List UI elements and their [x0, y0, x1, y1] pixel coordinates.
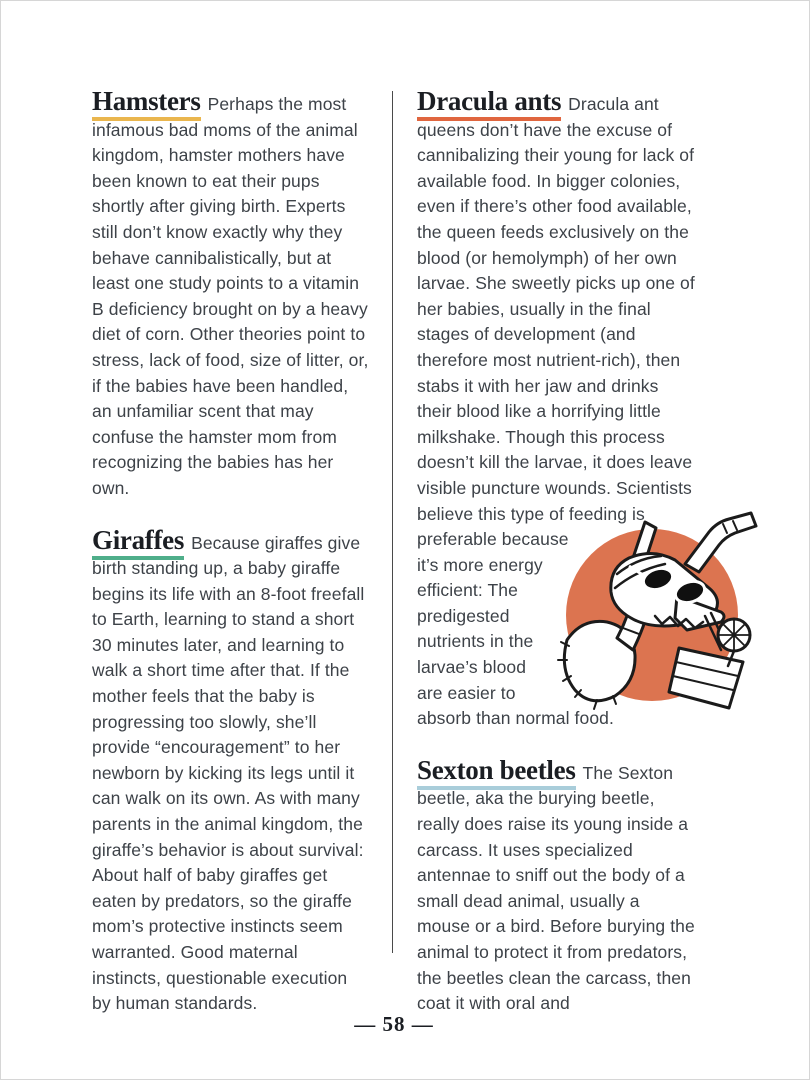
- section-sexton-beetles: [417, 756, 696, 1017]
- section-title-dracula-ants: Dracula ants: [417, 86, 561, 121]
- section-text-dracula-ants: Dracula ant queens don’t have the excuse of cannibalizing their young for lack of available food. In bigger colonies, even if there’s other food available, the queen feeds exclusively on the blood (or hemolymph) of her own larvae. She sweetly picks up one of her babies, usually in the final stages of development (and therefore most nutrient-rich), then stabs it with her jaw and drinks their blood like a horrifying little milkshake. Though this process doesn’t kill the larvae, it does leave visible puncture wounds. Scientists believe this type of: [417, 94, 695, 524]
- section-title-giraffes: Giraffes: [92, 525, 184, 560]
- section-text-dracula-ants-wrapped: feeding is preferable because it’s more energy efficient: The predigested nutrients in the larvae’s blood are easier to absorb than normal food.: [417, 503, 645, 729]
- page-number: — 58 —: [354, 1012, 434, 1036]
- left-column: [92, 87, 369, 1041]
- section-title-hamsters: Hamsters: [92, 86, 201, 121]
- section-text-giraffes: Because giraffes give birth standing up, a baby giraffe begins its life with an 8-foot freefall to Earth, learning to stand a short 30 minutes later, and learning to walk a short time after that. If the mother feels that the baby is progressing too slowly, she’ll provide “encouragement” to her newborn by kicking its legs until it can walk on its own. As with many parents in the animal kingdom, the giraffe’s behavior is about survival: About half of baby giraffes get eaten by predators, so the giraffe mom’s protective instincts seem warranted. Good maternal instincts, questionable execution by human standards.: [92, 532, 365, 1014]
- section-dracula-ants: [417, 87, 696, 732]
- column-divider-rule: [392, 91, 393, 953]
- section-hamsters: [92, 87, 369, 502]
- dracula-ant-illustration: [566, 531, 738, 701]
- section-giraffes: [92, 526, 369, 1017]
- section-text-sexton-beetles: The Sexton beetle, aka the burying beetle, really does raise its young inside a carcass. It uses specialized antennae to sniff out the body of a small dead animal, usually a mouse or a bird. Before burying the animal to protect it from predators, the beetles clean the carcass, then coat it with oral and: [417, 762, 695, 1014]
- section-text-hamsters: Perhaps the most infamous bad moms of the animal kingdom, hamster mothers have been known to eat their pups shortly after giving birth. Experts still don’t know exactly why they behave cannibalistically, but at least one study points to a vitamin B deficiency brought on by a heavy diet of corn. Other theories point to stress, lack of food, size of litter, or, if the babies have been handled, an unfamiliar scent that may confuse the hamster mom from recognizing the babies has her own.: [92, 94, 369, 498]
- right-column: [417, 87, 696, 1041]
- dracula-ant-drinking-icon: [537, 500, 767, 730]
- two-column-layout: [1, 1, 809, 1041]
- section-title-sexton-beetles: Sexton beetles: [417, 755, 576, 790]
